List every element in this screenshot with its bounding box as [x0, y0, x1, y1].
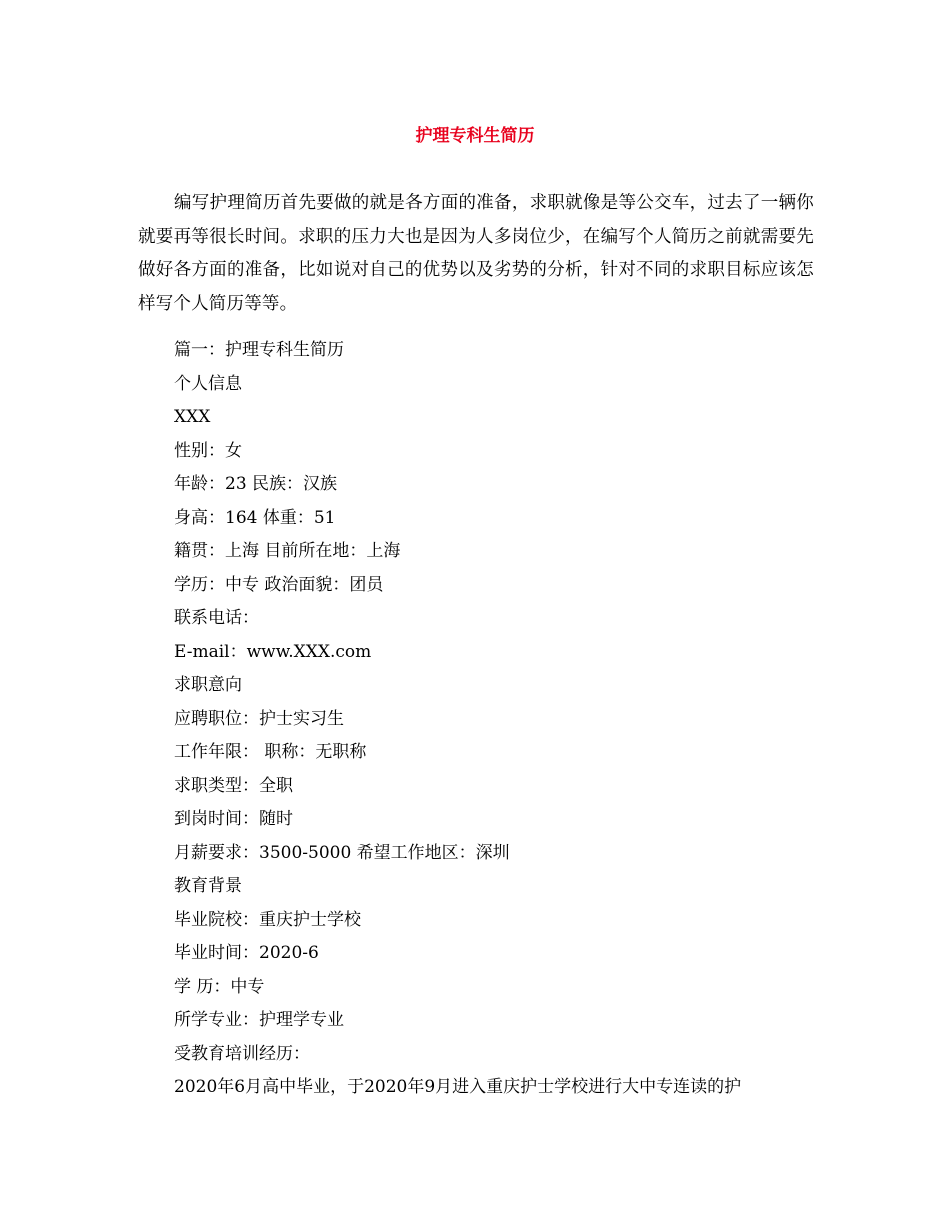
- resume-line: 个人信息: [174, 373, 242, 394]
- resume-line: 到岗时间：随时: [174, 809, 293, 829]
- resume-line: 月薪要求：3500-5000 希望工作地区：深圳: [174, 842, 510, 863]
- intro-paragraph: 编写护理简历首先要做的就是各方面的准备，求职就像是等公交车，过去了一辆你就要再等很长时间。求职的压力大也是因为人多岗位少，在编写个人简历之前就需要先做好各方面的准备，比如说对自己的优势以及劣势的分析，针对不同的求职目标应该怎样写个人简历等等。: [138, 193, 814, 314]
- resume-line: 年龄：23 民族：汉族: [174, 474, 338, 494]
- resume-line: 学历：中专 政治面貌：团员: [174, 574, 384, 595]
- resume-line: 工作年限： 职称：无职称: [174, 742, 367, 762]
- resume-line: 求职意向: [174, 675, 242, 695]
- resume-line: 求职类型：全职: [174, 775, 293, 796]
- document-title: 护理专科生简历: [415, 126, 535, 146]
- resume-line: 毕业院校：重庆护士学校: [174, 909, 361, 930]
- resume-line: 性别：女: [174, 440, 242, 461]
- resume-line: 受教育培训经历：: [174, 1043, 310, 1064]
- resume-line: 学 历：中专: [174, 976, 265, 997]
- resume-line: 应聘职位：护士实习生: [174, 708, 344, 729]
- resume-line: 篇一：护理专科生简历: [174, 340, 344, 360]
- resume-line: XXX: [174, 407, 211, 427]
- resume-line: 籍贯：上海 目前所在地：上海: [174, 541, 401, 561]
- resume-line: 所学专业：护理学专业: [174, 1010, 344, 1030]
- resume-lines: [174, 334, 824, 1071]
- resume-line: 联系电话：: [174, 608, 259, 628]
- resume-line: E-mail：www.XXX.com: [174, 641, 372, 662]
- education-history-line: 2020年6月高中毕业，于2020年9月进入重庆护士学校进行大中专连读的护: [174, 1077, 742, 1097]
- resume-line: 身高：164 体重：51: [174, 507, 336, 528]
- resume-line: 毕业时间：2020-6: [174, 943, 319, 963]
- resume-line: 教育背景: [174, 876, 242, 896]
